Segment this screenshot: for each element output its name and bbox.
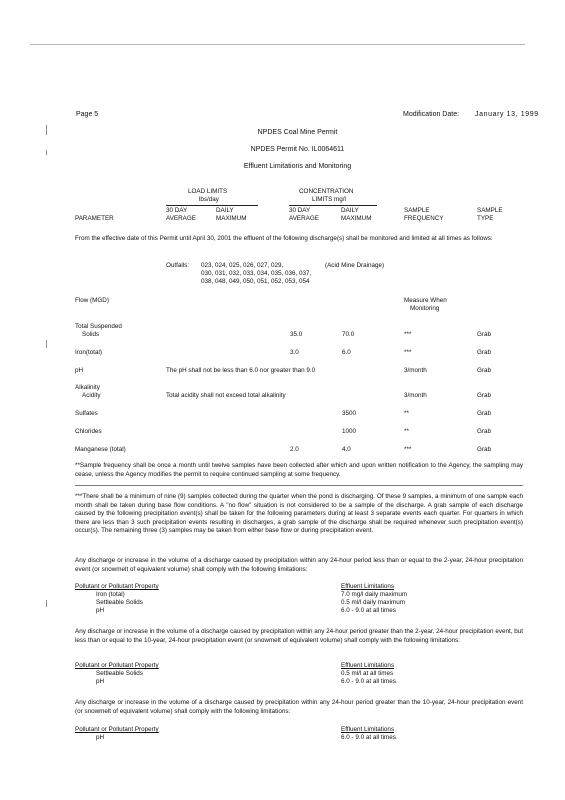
concentration-rule bbox=[289, 205, 377, 206]
row-chlorides-param: Chlorides bbox=[75, 428, 102, 435]
sample-frequency-heading: SAMPLE FREQUENCY bbox=[404, 207, 444, 222]
section-10yr-text: Any discharge or increase in the volume of a discharge caused by precipitation within any 24-hour period greater than the 2-year, 24-hour precipitation event, but less than or equal to the 10-year, 24-hour precipitation event (or snowmelt of equivalent volume) shall comply with the following limitations: bbox=[75, 628, 523, 644]
row-ph-note: The pH shall not be less than 6.0 nor greater than 9.0 bbox=[166, 367, 316, 374]
row-ph-freq: 3/month bbox=[404, 367, 427, 374]
section-2yr-pollutant-heading: Pollutant or Pollutant Property bbox=[75, 583, 159, 590]
title-permit: NPDES Coal Mine Permit bbox=[257, 129, 338, 136]
title-effluent: Effluent Limitations and Monitoring bbox=[243, 163, 352, 170]
section-2yr-limit-heading: Effluent Limitations bbox=[341, 583, 395, 590]
row-tss-freq: *** bbox=[404, 331, 412, 338]
conc-daily-heading: DAILY MAXIMUM bbox=[341, 207, 372, 222]
row-alk-param2: Acidity bbox=[82, 392, 101, 399]
section-over-10yr-limit-heading: Effluent Limitations bbox=[341, 726, 395, 733]
section-2yr-limit-2: 0.5 ml/l daily maximum bbox=[341, 599, 406, 606]
concentration-heading: CONCENTRATION bbox=[299, 188, 354, 195]
row-tss-param: Total Suspended bbox=[75, 323, 122, 330]
row-iron-param: Iron(total) bbox=[75, 349, 102, 356]
section-over-10yr-item-1: pH bbox=[96, 734, 105, 741]
footnote-divider bbox=[75, 485, 523, 486]
modification-date-label: Modification Date: bbox=[403, 111, 460, 118]
row-iron-freq: *** bbox=[404, 349, 412, 356]
page-number: Page 5 bbox=[76, 111, 99, 118]
row-flow-param: Flow (MGD) bbox=[75, 297, 109, 304]
section-2yr-item-1: Iron (total) bbox=[96, 591, 125, 598]
intro-paragraph: From the effective date of this Permit until April 30, 2001 the effluent of the following discharge(s) shall be monitored and limited at all times as follows: bbox=[75, 235, 493, 242]
row-flow-freq2: Monitoring bbox=[410, 305, 440, 312]
outfalls-note: (Acid Mine Drainage) bbox=[325, 262, 385, 269]
section-over-10yr-text: Any discharge or increase in the volume of a discharge caused by precipitation within any 24-hour period greater than the 10-year, 24-hour precipitation event (or snowmelt of equivalent volume) shall comply with the following limitations: bbox=[75, 699, 523, 715]
row-manganese-type: Grab bbox=[477, 446, 491, 453]
row-tss-avg: 35.0 bbox=[290, 331, 303, 338]
section-over-10yr-limit-1: 6.0 - 9.0 at all times bbox=[341, 734, 396, 741]
load-limits-heading: LOAD LIMITS bbox=[188, 188, 228, 195]
row-alk-param: Alkalinity bbox=[75, 384, 100, 391]
section-10yr-limit-2: 6.0 - 9.0 at all times bbox=[341, 678, 396, 685]
row-manganese-param: Manganese (total) bbox=[75, 446, 126, 453]
parameter-heading: PARAMETER bbox=[75, 215, 114, 222]
row-chlorides-max: 1000 bbox=[342, 428, 357, 435]
section-2yr-limit-1: 7.0 mg/l daily maximum bbox=[341, 591, 408, 598]
section-10yr-limit-heading: Effluent Limitations bbox=[341, 662, 395, 669]
section-2yr-text: Any discharge or increase in the volume of a discharge caused by precipitation within any 24-hour period less than or equal to the 2-year, 24-hour precipitation event (or snowmelt of equivalent volume) shall comply with the following limitations: bbox=[75, 557, 523, 573]
concentration-unit: LIMITS mg/l bbox=[312, 196, 346, 203]
load-limits-rule bbox=[166, 205, 258, 206]
row-flow-freq: Measure When bbox=[404, 297, 447, 304]
row-ph-type: Grab bbox=[477, 367, 491, 374]
row-alk-type: Grab bbox=[477, 392, 491, 399]
scan-mark bbox=[46, 340, 47, 348]
sample-type-heading: SAMPLE TYPE bbox=[477, 207, 503, 222]
row-chlorides-freq: ** bbox=[404, 428, 409, 435]
scan-mark bbox=[46, 600, 47, 607]
row-sulfates-type: Grab bbox=[477, 410, 491, 417]
outfalls-line-3: 038, 048, 049, 050, 051, 052, 053, 054 bbox=[201, 278, 310, 285]
section-2yr-limit-3: 6.0 - 9.0 at all times bbox=[341, 607, 396, 614]
section-10yr-limit-1: 0.5 ml/l at all times bbox=[341, 670, 394, 677]
row-manganese-freq: *** bbox=[404, 446, 412, 453]
load-daily-heading: DAILY MAXIMUM bbox=[216, 207, 247, 222]
load-limits-unit: lbs/day bbox=[199, 196, 219, 203]
modification-date: January 13, 1999 bbox=[475, 111, 539, 118]
outfalls-line-2: 030, 031, 032, 033, 034, 035, 036, 037, bbox=[201, 270, 312, 277]
row-ph-param: pH bbox=[75, 367, 84, 374]
row-manganese-max: 4.0 bbox=[342, 446, 351, 453]
section-2yr-item-2: Settleable Solids bbox=[96, 599, 143, 606]
section-2yr-item-3: pH bbox=[96, 607, 105, 614]
load-30day-heading: 30 DAY AVERAGE bbox=[166, 207, 196, 222]
footnote-triple-star: ***There shall be a minimum of nine (9) samples collected during the quarter when the pond is discharging. Of these 9 samples, a minimum of one sample each month shall be taken during base flow conditions. A "no flow" situation is not considered to be a sample of the discharge. A grab sample of each discharge caused by the following precipitation event(s) shall be taken for the following parameters during at least 3 separate events each quarter. For quarters in which there are less than 3 such precipitation events resulting in discharges, a grab sample of the discharge shall be required whenever such precipitation event(s) occur(s). The remaining three (3) samples may be taken from either base flow or during precipitation event. bbox=[75, 493, 523, 534]
scan-line-top bbox=[30, 44, 525, 45]
row-chlorides-type: Grab bbox=[477, 428, 491, 435]
row-alk-note: Total acidity shall not exceed total alkalinity bbox=[166, 392, 286, 399]
row-tss-param2: Solids bbox=[82, 331, 100, 338]
row-tss-type: Grab bbox=[477, 331, 491, 338]
row-sulfates-freq: ** bbox=[404, 410, 409, 417]
outfalls-line-1: 023, 024, 025, 026, 027, 029, bbox=[201, 262, 284, 269]
row-iron-avg: 3.0 bbox=[290, 349, 299, 356]
row-iron-type: Grab bbox=[477, 349, 491, 356]
section-over-10yr-pollutant-heading: Pollutant or Pollutant Property bbox=[75, 726, 159, 733]
row-sulfates-max: 3500 bbox=[342, 410, 357, 417]
section-10yr-item-1: Settleable Solids bbox=[96, 670, 143, 677]
outfalls-label: Outfalls: bbox=[166, 262, 190, 269]
row-sulfates-param: Sulfates bbox=[75, 410, 98, 417]
title-permit-no: NPDES Permit No. IL0064611 bbox=[250, 146, 345, 153]
section-10yr-item-2: pH bbox=[96, 678, 105, 685]
row-manganese-avg: 2.0 bbox=[290, 446, 299, 453]
row-alk-freq: 3/month bbox=[404, 392, 427, 399]
row-tss-max: 70.0 bbox=[342, 331, 355, 338]
conc-30day-heading: 30 DAY AVERAGE bbox=[289, 207, 319, 222]
footnote-double-star: **Sample frequency shall be once a month until twelve samples have been collected after which and upon written notification to the Agency, the sampling may cease, unless the Agency modifies the permit to require continued sampling at some frequency. bbox=[75, 462, 523, 478]
section-10yr-pollutant-heading: Pollutant or Pollutant Property bbox=[75, 662, 159, 669]
row-iron-max: 6.0 bbox=[342, 349, 351, 356]
